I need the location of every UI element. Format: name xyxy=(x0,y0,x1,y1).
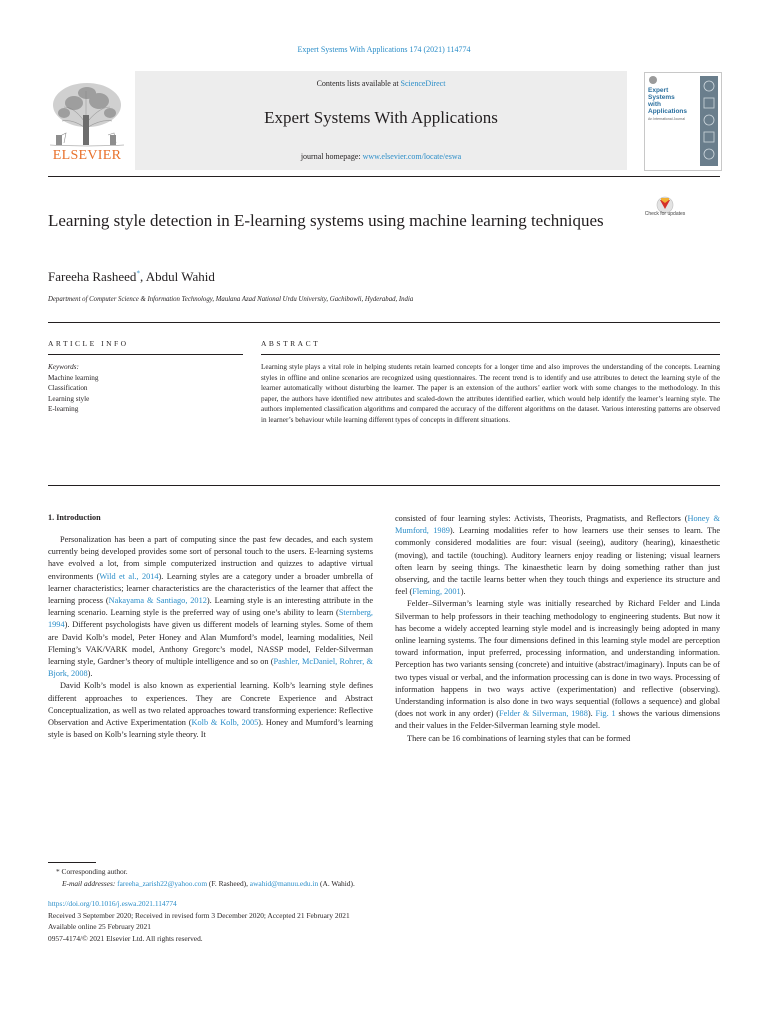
text-run: Felder–Silverman’s learning style was initially researched by Richard Felder and Linda Silverman to help professors in their teaching methodology to engineering students. But now it has become a widely accepted learning style model and is increasingly being adopted in many online learning systems. The four dimensions defined in this learning style model are perception toward information, input preferred, processing information, and understanding information. Perception has two variants sensing (concrete) and intuitive (abstract/imaginary). Inputs can be of two types visual or verbal, and the information processing can is done in two ways. Processing of information happens in two ways active (experimentation) and reflective (observing). Understanding information is also done in two ways sequential (follows a sequence) and global (does not work in any order) ( xyxy=(395,599,720,719)
text-run: David Kolb’s model is also known as experiential learning. Kolb’s learning style defines different approaches to experiences. They are Concrete Experience and Abstract Conceptualization, as well as two related approaches toward transforming experience: Reflective Observation and Active Experimentation ( xyxy=(48,681,373,728)
footnote-mark: * xyxy=(56,867,60,876)
cover-pattern xyxy=(700,76,718,166)
text-run: consisted of four learning styles: Activists, Theorists, Pragmatists, and Reflectors ( xyxy=(395,514,688,523)
doi-link[interactable]: https://doi.org/10.1016/j.eswa.2021.114774 xyxy=(48,899,177,908)
keywords-block xyxy=(48,362,248,415)
text-run: ). xyxy=(87,669,93,679)
homepage-link[interactable]: www.elsevier.com/locate/eswa xyxy=(362,152,462,161)
email-owner: (A. Wahid). xyxy=(318,878,355,888)
article-info-rule xyxy=(48,354,243,355)
text-run: Personalization has been a part of computing since the past few decades, and each system currently being developed provides some sort of personal touch to the users. E-learning systems have evolved a lot, from simple computerized instruction and quizzes to adaptive virtual environments ( xyxy=(48,535,373,581)
email-footnote xyxy=(48,878,748,890)
article-info-heading: ARTICLE INFO xyxy=(48,339,129,348)
elsevier-wordmark: ELSEVIER xyxy=(52,148,122,163)
author-separator: , xyxy=(139,269,146,284)
homepage-prefix: journal homepage: xyxy=(300,152,363,161)
cover-title-line: Systems xyxy=(648,94,675,101)
contents-line xyxy=(135,79,627,88)
cover-title-line: with xyxy=(648,101,661,108)
citation-link[interactable]: Sternberg, 1994 xyxy=(48,608,373,630)
journal-title: Expert Systems With Applications xyxy=(264,108,498,127)
abstract-bottom-rule xyxy=(48,485,720,486)
figure-link[interactable]: Fig. 1 xyxy=(595,709,616,719)
info-top-rule xyxy=(48,322,720,323)
corresponding-author-mark[interactable]: * xyxy=(136,269,140,278)
citation-link[interactable]: Nakayama & Santiago, 2012 xyxy=(108,596,207,606)
text-run: ). Honey and Mumford’s learning style is based on Kolb’s learning style theory. It xyxy=(48,718,373,740)
citation-link[interactable]: Felder & Silverman, 1988 xyxy=(498,709,588,719)
keyword: E-learning xyxy=(48,405,79,413)
cover-title-line: Applications xyxy=(648,108,688,115)
citation-link[interactable]: Fleming, 2001 xyxy=(412,587,461,597)
cover-title xyxy=(648,87,700,115)
author-name: Fareeha Rasheed xyxy=(48,269,137,284)
email-link[interactable]: awahid@manuu.edu.in xyxy=(249,878,319,888)
paragraph xyxy=(395,513,720,598)
email-link[interactable]: fareeha_zarish22@yahoo.com xyxy=(117,878,208,888)
keyword: Classification xyxy=(48,384,88,392)
abstract-heading: ABSTRACT xyxy=(261,339,321,348)
footnote-text: Corresponding author. xyxy=(59,867,128,876)
keywords-label: Keywords: xyxy=(48,363,79,371)
paragraph xyxy=(48,680,373,741)
crossmark-label[interactable]: Check for updates xyxy=(644,211,686,217)
author-name: Abdul Wahid xyxy=(145,269,215,284)
text-run: shows the various dimensions and their values in the Felder-Silverman learning style model. xyxy=(395,709,720,731)
text-run: ). Learning style is an interesting attribute in the learning scenario. Learning style is the preferred way of using one’s ability to learn ( xyxy=(48,596,373,618)
body-column-right xyxy=(395,513,720,745)
copyright: 0957-4174/© 2021 Elsevier Ltd. All rights reserved. xyxy=(48,933,203,943)
citation-link[interactable]: Kolb & Kolb, 2005 xyxy=(191,718,259,728)
text-run: ). Learning styles are a category under a broader umbrella of learner characteristics; learner characteristics are the characteristics of the learner that affect the learning process ( xyxy=(48,571,373,606)
citation-link[interactable]: Honey & Mumford, 1989 xyxy=(395,514,720,536)
contents-prefix: Contents lists available at xyxy=(316,79,401,88)
cover-title-line: Expert xyxy=(648,87,669,94)
received-dates: Received 3 September 2020; Received in revised form 3 December 2020; Accepted 21 February 2021 xyxy=(48,910,350,920)
text-run: ). Learning modalities refer to how learners use their senses to learn. The commonly considered modalities are four: visual (seeing), auditory (hearing), kinaesthetic (moving), and tactile (touching). Auditory learners enjoy reading or listening; visual learners often learn by seeing things. The kinaesthetic learn by doing something rather than just observing, and the tactile learns better when they touch things and experience its structure and feel ( xyxy=(395,526,720,597)
article-title: Learning style detection in E-learning systems using machine learning techniques xyxy=(48,211,604,230)
affiliation: Department of Computer Science & Information Technology, Maulana Azad National Urdu University, Gachibowli, Hyderabad, India xyxy=(48,296,414,303)
citation-link[interactable]: Pashler, McDaniel, Rohrer, & Bjork, 2008 xyxy=(48,657,373,679)
paragraph: There can be 16 combinations of learning styles that can be formed xyxy=(407,733,631,743)
email-label: E-mail addresses: xyxy=(62,878,118,888)
author-line xyxy=(48,269,215,285)
masthead-rule xyxy=(48,176,720,177)
citation-link[interactable]: Wild et al., 2014 xyxy=(99,571,159,581)
body-column-left xyxy=(48,534,373,741)
abstract-rule xyxy=(261,354,720,355)
cover-elsevier-mini-icon xyxy=(648,75,658,85)
text-run: ). xyxy=(460,587,466,597)
paragraph xyxy=(48,534,373,680)
abstract-text: Learning style plays a vital role in helping students retain learned concepts for a longer time and also improves the understanding of the concepts. Learning styles in offline and online scenarios are recognized using questionnaires. The recent trend is to identify and use attributes to detect the learning style of the learner automatically without disturbing the learner. The paper is an extension of the authors’ earlier work with some changes to the methodology. In this paper, the authors have identified new attributes and scaled-down the attributes identified earlier, which would help identify the learner’s learning style. The authors implemented classification algorithms and compared the accuracy of the different algorithms on the dataset. Various interesting patterns are observed in learner’s behaviour while learning different types of concepts in different situations. xyxy=(261,363,720,424)
keyword: Machine learning xyxy=(48,373,99,382)
section-heading-introduction: 1. Introduction xyxy=(48,513,101,522)
cover-subtitle: An International Journal xyxy=(648,117,685,121)
email-owner: (F. Rasheed), xyxy=(207,878,250,888)
paragraph xyxy=(395,598,720,732)
text-run: ). Different psychologists have given us different models of learning styles. Some of them are David Kolb’s model, Peter Honey and Alan Mumford’s model, learning modalities, Neil Fleming’s VAK/VARK model, Anthony Gregorc’s model, NASSP model, Felder-Silverman learning style, Gardner’s theory of multiple intelligence and so on ( xyxy=(48,620,373,667)
footnote-rule xyxy=(48,862,96,863)
publication-info xyxy=(48,898,748,944)
corresponding-author-footnote xyxy=(48,866,748,878)
online-date: Available online 25 February 2021 xyxy=(48,922,151,932)
running-head[interactable]: Expert Systems With Applications 174 (2021) 114774 xyxy=(297,45,471,54)
sciencedirect-link[interactable]: ScienceDirect xyxy=(400,79,446,88)
homepage-line xyxy=(135,152,627,161)
footnotes xyxy=(48,866,748,889)
text-run: ). xyxy=(587,709,596,719)
keyword: Learning style xyxy=(48,394,90,403)
